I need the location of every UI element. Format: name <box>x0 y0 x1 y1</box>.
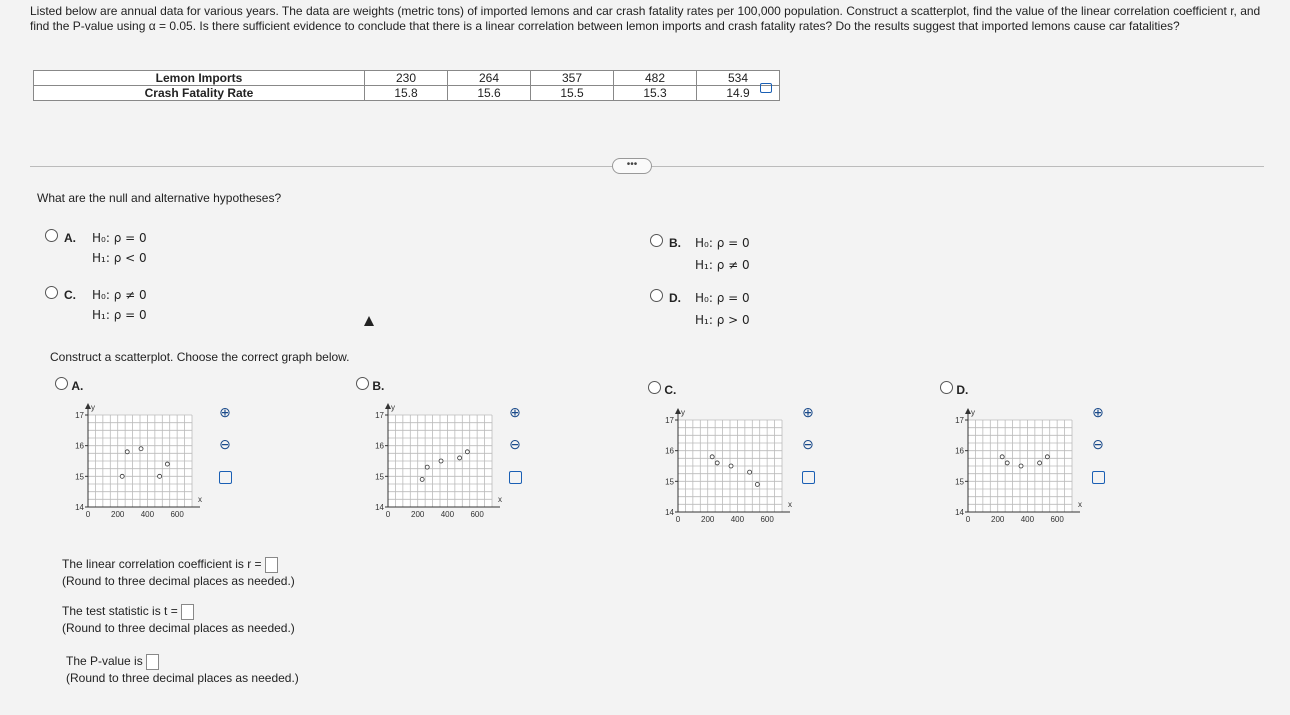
x-axis-label: x <box>788 500 792 509</box>
x-tick-label: 0 <box>965 515 971 524</box>
data-point <box>420 477 424 481</box>
p-prompt: The P-value is <box>66 654 143 668</box>
graph-option-d[interactable] <box>940 381 968 397</box>
data-point <box>1045 455 1049 459</box>
option-letter: B. <box>669 236 681 250</box>
y-tick-label: 15 <box>955 477 964 487</box>
x-tick-label: 0 <box>385 510 391 519</box>
table-cell: 15.8 <box>365 86 448 101</box>
data-point <box>439 459 443 463</box>
scatterplot-a <box>50 395 210 525</box>
data-point <box>715 461 719 465</box>
x-axis-label: x <box>1078 500 1082 509</box>
y-tick-label: 16 <box>665 446 674 456</box>
radio-graph-b[interactable] <box>356 377 369 390</box>
y-tick-label: 17 <box>955 416 964 425</box>
option-letter: A. <box>71 379 84 393</box>
option-c[interactable] <box>45 285 80 305</box>
data-point <box>120 474 124 478</box>
x-tick-label: 400 <box>440 510 455 519</box>
hyp-c-h1: H₁: ρ = 0 <box>92 308 147 322</box>
t-prompt: The test statistic is t = <box>62 604 178 618</box>
y-tick-label: 14 <box>375 503 384 512</box>
x-axis-label: x <box>498 495 502 504</box>
table-cell: 264 <box>448 71 531 86</box>
hyp-b-h0: H₀: ρ = 0 <box>695 236 750 250</box>
table-cell: 15.6 <box>448 86 531 101</box>
x-tick-label: 0 <box>675 515 681 524</box>
zoom-in-icon[interactable]: ⊕ <box>509 404 521 420</box>
round-note: (Round to three decimal places as needed.) <box>62 573 295 588</box>
data-point <box>158 474 162 478</box>
problem-text: Listed below are annual data for various years. The data are weights (metric tons) of imported lemons and car crash fatality rates per 100,000 population. Construct a scatterplot, find the value of the linear correlation coefficient r, and find the P-value using α = 0.05. Is there sufficient evidence to conclude that there is a linear correlation between lemon imports and crash fatality rates? Do the results suggest that imported lemons cause car fatalities? <box>30 4 1261 33</box>
y-tick-label: 14 <box>955 508 964 517</box>
radio-a[interactable] <box>45 229 58 242</box>
data-point <box>465 450 469 454</box>
data-point <box>1019 464 1023 468</box>
r-answer <box>62 556 295 589</box>
t-answer <box>62 603 295 636</box>
round-note: (Round to three decimal places as needed.) <box>62 620 295 635</box>
p-answer <box>66 653 299 686</box>
p-input[interactable] <box>146 654 159 670</box>
data-point <box>748 470 752 474</box>
radio-graph-c[interactable] <box>648 381 661 394</box>
table-cell: 534 <box>697 71 780 86</box>
t-input[interactable] <box>181 604 194 620</box>
round-note: (Round to three decimal places as needed.) <box>66 670 299 685</box>
zoom-in-icon[interactable]: ⊕ <box>802 404 814 420</box>
graph-option-b[interactable] <box>356 377 384 393</box>
r-input[interactable] <box>265 557 278 573</box>
graph-option-a[interactable] <box>55 377 83 393</box>
option-letter: A. <box>64 231 76 245</box>
data-point <box>1038 461 1042 465</box>
table-cell: 15.5 <box>531 86 614 101</box>
y-tick-label: 17 <box>75 411 84 420</box>
y-tick-label: 17 <box>375 411 384 420</box>
option-b[interactable] <box>650 233 685 253</box>
y-tick-label: 16 <box>955 446 964 456</box>
zoom-out-icon[interactable]: ⊖ <box>509 436 521 452</box>
y-tick-label: 16 <box>375 441 384 451</box>
y-axis-label: y <box>391 403 395 412</box>
y-axis-label: y <box>971 408 975 417</box>
y-tick-label: 14 <box>75 503 84 512</box>
x-tick-label: 400 <box>730 515 745 524</box>
hyp-a-h0: H₀: ρ = 0 <box>92 231 147 245</box>
x-tick-label: 600 <box>760 515 774 524</box>
data-table <box>33 70 780 101</box>
radio-d[interactable] <box>650 289 663 302</box>
scatterplot-b <box>350 395 510 525</box>
zoom-out-icon[interactable]: ⊖ <box>1092 436 1104 452</box>
zoom-in-icon[interactable]: ⊕ <box>219 404 231 420</box>
zoom-in-icon[interactable]: ⊕ <box>1092 404 1104 420</box>
data-point <box>710 455 714 459</box>
expand-icon[interactable] <box>1092 471 1105 484</box>
hyp-d-h0: H₀: ρ = 0 <box>695 291 750 305</box>
r-prompt: The linear correlation coefficient is r = <box>62 557 262 571</box>
mouse-cursor-icon <box>364 316 374 326</box>
radio-graph-a[interactable] <box>55 377 68 390</box>
radio-graph-d[interactable] <box>940 381 953 394</box>
data-point <box>755 482 759 486</box>
table-row <box>34 71 780 86</box>
data-point <box>139 447 143 451</box>
row-label-fatality: Crash Fatality Rate <box>34 86 365 101</box>
scatterplot-d <box>930 400 1090 530</box>
option-letter: D. <box>956 383 969 397</box>
data-point <box>125 450 129 454</box>
x-tick-label: 200 <box>991 515 1005 524</box>
data-point <box>1005 461 1009 465</box>
option-letter: C. <box>64 288 76 302</box>
table-cell: 14.9 <box>697 86 780 101</box>
zoom-out-icon[interactable]: ⊖ <box>219 436 231 452</box>
option-d[interactable] <box>650 288 685 308</box>
x-tick-label: 400 <box>140 510 155 519</box>
copy-data-icon[interactable] <box>760 83 772 93</box>
graph-option-c[interactable] <box>648 381 676 397</box>
hyp-c-h0: H₀: ρ ≠ 0 <box>92 288 147 302</box>
x-tick-label: 200 <box>701 515 715 524</box>
x-tick-label: 600 <box>1050 515 1064 524</box>
y-tick-label: 17 <box>665 416 674 425</box>
data-point <box>729 464 733 468</box>
table-cell: 357 <box>531 71 614 86</box>
radio-b[interactable] <box>650 234 663 247</box>
table-cell: 482 <box>614 71 697 86</box>
hyp-d-h1: H₁: ρ > 0 <box>695 313 750 327</box>
option-letter: D. <box>669 291 681 305</box>
expand-icon[interactable] <box>802 471 815 484</box>
scatter-question: Construct a scatterplot. Choose the correct graph below. <box>50 350 350 364</box>
table-cell: 15.3 <box>614 86 697 101</box>
hyp-a-h1: H₁: ρ < 0 <box>92 251 147 265</box>
x-tick-label: 200 <box>111 510 125 519</box>
data-point <box>1000 455 1004 459</box>
row-label-imports: Lemon Imports <box>34 71 365 86</box>
table-cell: 230 <box>365 71 448 86</box>
option-letter: C. <box>664 383 677 397</box>
x-tick-label: 0 <box>85 510 91 519</box>
data-point <box>458 456 462 460</box>
y-tick-label: 14 <box>665 508 674 517</box>
zoom-out-icon[interactable]: ⊖ <box>802 436 814 452</box>
hypothesis-question: What are the null and alternative hypotheses? <box>37 191 282 205</box>
option-a[interactable] <box>45 228 80 248</box>
y-axis-label: y <box>681 408 685 417</box>
option-letter: B. <box>372 379 385 393</box>
table-row <box>34 86 780 101</box>
data-point <box>165 462 169 466</box>
y-tick-label: 15 <box>375 472 384 482</box>
y-tick-label: 16 <box>75 441 84 451</box>
x-tick-label: 400 <box>1020 515 1035 524</box>
radio-c[interactable] <box>45 286 58 299</box>
data-point <box>425 465 429 469</box>
more-button[interactable]: ••• <box>612 158 652 174</box>
x-tick-label: 200 <box>411 510 425 519</box>
y-axis-label: y <box>91 403 95 412</box>
y-tick-label: 15 <box>75 472 84 482</box>
y-tick-label: 15 <box>665 477 674 487</box>
expand-icon[interactable] <box>219 471 232 484</box>
x-tick-label: 600 <box>170 510 184 519</box>
expand-icon[interactable] <box>509 471 522 484</box>
x-tick-label: 600 <box>470 510 484 519</box>
scatterplot-c <box>640 400 800 530</box>
hyp-b-h1: H₁: ρ ≠ 0 <box>695 258 750 272</box>
x-axis-label: x <box>198 495 202 504</box>
